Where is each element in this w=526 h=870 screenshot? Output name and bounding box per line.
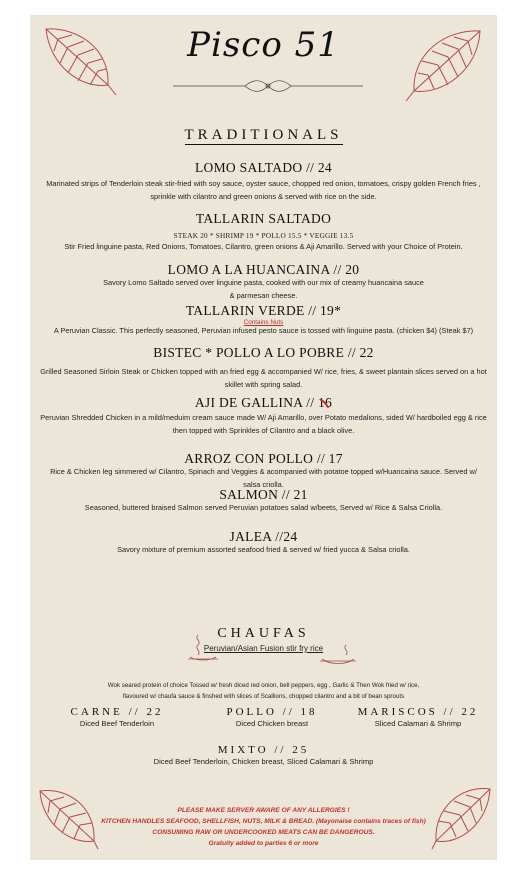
chaufa-option-mariscos — [348, 706, 488, 728]
chaufa-option-name: POLLO // 18 — [226, 706, 318, 718]
chaufa-option-desc: Diced Beef Tenderloin, Chicken breast, Sliced Calamari & Shrimp — [153, 757, 374, 766]
dish-description: Savory Lomo Saltado served over linguine pasta, cooked with our mix of creamy huancaina sauce & parmesan cheese. — [103, 278, 424, 300]
dish-name: BISTEC * POLLO A LO POBRE // 22 — [153, 345, 374, 360]
warning-line: PLEASE MAKE SERVER AWARE OF ANY ALLERGIES ! — [177, 807, 350, 814]
dish-name: TALLARIN SALTADO — [195, 211, 332, 226]
dish-name: LOMO SALTADO // 24 — [195, 160, 332, 175]
chaufa-option-desc: Diced Beef Tenderloin — [79, 719, 155, 728]
chaufa-option-desc: Diced Chicken breast — [235, 719, 309, 728]
section-heading-chaufas: CHAUFAS — [217, 626, 310, 641]
dish-name: SALMON // 21 — [219, 487, 308, 502]
dish-description: Savory mixture of premium assorted seafood fried & served w/ fried yucca & Salsa criolla. — [117, 545, 410, 554]
allergy-note: Contains Nuts — [243, 319, 284, 326]
dish-prices: STEAK 20 * SHRIMP 19 * POLLO 15.5 * VEGGIE 13.5 — [173, 231, 354, 240]
dish-name: LOMO A LA HUANCAINA // 20 — [167, 262, 360, 277]
chaufa-option-desc: Sliced Calamari & Shrimp — [374, 719, 462, 728]
chaufa-option-name: MIXTO // 25 — [217, 744, 310, 756]
dish-description: A Peruvian Classic. This perfectly seasoned, Peruvian infused pesto sauce is tossed with linguine pasta. (chicken $4) (Steak $7) — [53, 326, 474, 335]
dish-description: Marinated strips of Tenderloin steak stir-fried with soy sauce, oyster sauce, chopped red onion, tomatoes, crispy golden French fries , sprinkle with cilantro and green onions & served with rice on the side. — [46, 179, 481, 201]
dish-name: JALEA //24 — [229, 529, 298, 544]
warning-line: Gratuity added to parties 6 or more — [208, 840, 319, 847]
dish-description: Grilled Seasoned Sirloin Steak or Chicken topped with an fried egg & accompanied W/ rice, fries, & sweet plantain slices served on a hot skillet with spring salad. — [40, 367, 487, 389]
dish-name: AJI DE GALLINA // 16 — [194, 395, 333, 410]
chaufa-option-mixto — [30, 744, 497, 766]
dish-description: Peruvian Shredded Chicken in a mild/meduim cream sauce made W/ Aji Amarillo, over Potato medalions, sided W/ hardboiled egg & rice then topped with Sprinkles of Cilantro and a black olive. — [40, 413, 487, 435]
dish-description: Seasoned, buttered braised Salmon served Peruvian potatoes salad w/beets, Served w/ Rice & Salsa Criolla. — [84, 503, 443, 512]
chaufa-option-pollo — [202, 706, 342, 728]
dish-name: TALLARIN VERDE // 19* — [185, 303, 342, 318]
ornament-divider-icon — [173, 79, 363, 93]
menu-page — [30, 15, 497, 860]
chaufas-subtitle: Peruvian/Asian Fusion stir fry rice — [203, 644, 324, 653]
dish-description: Rice & Chicken leg simmered w/ Cilantro, Spinach and Veggies & acompanied with potatoe topped w/Huancaina sauce. Served w/ salsa criolla. — [50, 467, 477, 489]
warning-line: KITCHEN HANDLES SEAFOOD, SHELLFISH, NUTS, MILK & BREAD. (Mayonaise contains traces of fish) — [101, 818, 426, 825]
dish-description: Stir Fried linguine pasta, Red Onions, Tomatoes, Cilantro, green onions & Aji Amarillo. Served with your Choice of Protein. — [64, 242, 463, 251]
allergy-warnings — [30, 805, 497, 849]
chaufa-option-name: CARNE // 22 — [70, 706, 164, 718]
chaufa-option-name: MARISCOS // 22 — [357, 706, 479, 718]
chaufa-option-carne — [47, 706, 187, 728]
section-heading-traditionals: TRADITIONALS — [184, 127, 343, 143]
chaufas-description: Wok seared protein of choice Tossed w/ fresh diced red onion, bell peppers, egg , Garlic & Then Wok fried w/ rice, flavoured w/ chaufa sauce & finshed with slices of Scallions, chopped cilantro and a bit of bean sprouts — [107, 682, 420, 700]
dish-name: ARROZ CON POLLO // 17 — [184, 451, 343, 466]
chili-pepper-icon — [320, 399, 329, 408]
restaurant-title: Pisco 51 — [187, 25, 340, 65]
warning-line: CONSUMING RAW OR UNDERCOOKED MEATS CAN BE DANGEROUS. — [152, 829, 375, 836]
